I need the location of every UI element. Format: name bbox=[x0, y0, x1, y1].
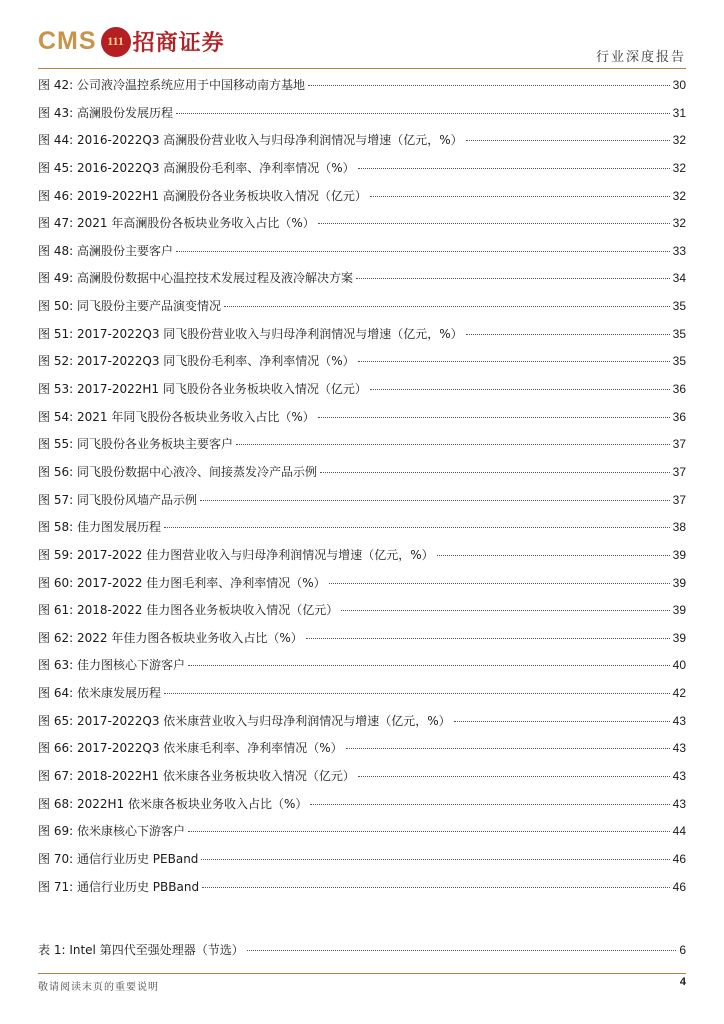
toc-entry-label: 图 50: bbox=[38, 299, 74, 314]
toc-entry-title: 通信行业历史 PEBand bbox=[76, 851, 199, 866]
toc-entry[interactable] bbox=[38, 404, 686, 432]
toc-entry[interactable] bbox=[38, 210, 686, 238]
document-type: 行业深度报告 bbox=[595, 50, 686, 65]
toc-entry-page: 35 bbox=[672, 326, 686, 341]
toc-entry-title: 高澜股份发展历程 bbox=[76, 105, 173, 120]
toc-entry-label: 图 49: bbox=[38, 271, 74, 286]
toc-entry-page: 46 bbox=[672, 879, 686, 894]
toc-entry-title: 2022 年佳力图各板块业务收入占比（%） bbox=[76, 630, 303, 645]
toc-entry-label: 图 46: bbox=[38, 188, 74, 203]
toc-entry-title: 2018-2022H1 依米康各业务板块收入情况（亿元） bbox=[76, 769, 355, 784]
toc-entry-label: 图 55: bbox=[38, 437, 74, 452]
toc-entry[interactable] bbox=[38, 100, 686, 128]
toc-entry-page: 43 bbox=[672, 713, 686, 728]
toc-entry-label: 图 62: bbox=[38, 630, 74, 645]
toc-entry-page: 36 bbox=[672, 382, 686, 397]
toc-entry-page: 32 bbox=[672, 188, 686, 203]
dot-leader bbox=[188, 665, 670, 666]
toc-entry[interactable] bbox=[38, 459, 686, 487]
toc-entry-title: 同飞股份主要产品演变情况 bbox=[76, 299, 221, 314]
toc-entry[interactable] bbox=[38, 791, 686, 819]
toc-entry-label: 图 54: bbox=[38, 409, 74, 424]
dot-leader bbox=[454, 721, 670, 722]
dot-leader bbox=[358, 361, 670, 362]
toc-entry-page: 40 bbox=[672, 658, 686, 673]
toc-entry-title: 通信行业历史 PBBand bbox=[76, 879, 200, 894]
toc-entry[interactable] bbox=[38, 321, 686, 349]
toc-entry-title: 2017-2022Q3 依米康营业收入与归母净利润情况与增速（亿元，%） bbox=[76, 713, 451, 728]
page-number: 4 bbox=[679, 976, 686, 988]
page-header bbox=[0, 0, 724, 72]
toc-entry-title: 2021 年高澜股份各板块业务收入占比（%） bbox=[76, 216, 315, 231]
toc-entry-page: 38 bbox=[672, 520, 686, 535]
toc-entry-page: 34 bbox=[672, 271, 686, 286]
toc-entry-title: 2019-2022H1 高澜股份各业务板块收入情况（亿元） bbox=[76, 188, 367, 203]
dot-leader bbox=[466, 334, 670, 335]
toc-entry-page: 32 bbox=[672, 216, 686, 231]
footer-disclaimer: 敬请阅读末页的重要说明 bbox=[38, 982, 159, 993]
toc-entry-label: 图 63: bbox=[38, 658, 74, 673]
toc-entry[interactable] bbox=[38, 514, 686, 542]
toc-entry-page: 44 bbox=[672, 824, 686, 839]
toc-entry-label: 图 67: bbox=[38, 769, 74, 784]
dot-leader bbox=[370, 196, 670, 197]
toc-entry-label: 图 42: bbox=[38, 78, 74, 92]
dot-leader bbox=[200, 500, 670, 501]
dot-leader bbox=[358, 168, 670, 169]
toc-entry-title: 同飞股份各业务板块主要客户 bbox=[76, 437, 233, 452]
toc-entry[interactable] bbox=[38, 431, 686, 459]
dot-leader bbox=[164, 693, 670, 694]
figure-list bbox=[38, 72, 686, 901]
toc-entry-label: 图 44: bbox=[38, 133, 74, 148]
footer-divider bbox=[38, 973, 686, 974]
toc-entry-page: 36 bbox=[672, 409, 686, 424]
toc-entry-title: 高澜股份主要客户 bbox=[76, 243, 173, 258]
toc-entry[interactable] bbox=[38, 625, 686, 653]
toc-entry-page: 39 bbox=[672, 603, 686, 618]
toc-entry-label: 图 64: bbox=[38, 686, 74, 701]
dot-leader bbox=[356, 278, 670, 279]
toc-entry-title: Intel 第四代至强处理器（节选） bbox=[69, 943, 244, 957]
toc-entry[interactable] bbox=[38, 542, 686, 570]
toc-entry[interactable] bbox=[38, 127, 686, 155]
toc-entry-title: 佳力图核心下游客户 bbox=[76, 658, 185, 673]
toc-entry-page: 39 bbox=[672, 575, 686, 590]
toc-entry[interactable] bbox=[38, 183, 686, 211]
toc-entry-label: 图 66: bbox=[38, 741, 74, 756]
header-divider bbox=[38, 68, 686, 69]
toc-entry-title: 2017-2022Q3 依米康毛利率、净利率情况（%） bbox=[76, 741, 343, 756]
toc-entry-title: 2018-2022 佳力图各业务板块收入情况（亿元） bbox=[76, 603, 339, 618]
dot-leader bbox=[318, 223, 670, 224]
toc-entry-page: 39 bbox=[672, 547, 686, 562]
toc-entry-title: 公司液冷温控系统应用于中国移动南方基地 bbox=[76, 78, 305, 92]
table-list bbox=[38, 937, 686, 965]
toc-entry[interactable] bbox=[38, 155, 686, 183]
toc-entry-page: 32 bbox=[672, 160, 686, 175]
toc-entry-label: 图 69: bbox=[38, 824, 74, 839]
toc-entry-title: 依米康发展历程 bbox=[76, 686, 161, 701]
toc-entry[interactable] bbox=[38, 348, 686, 376]
toc-entry-page: 43 bbox=[672, 796, 686, 811]
toc-entry[interactable] bbox=[38, 265, 686, 293]
toc-entry-title: 2022H1 依米康各板块业务收入占比（%） bbox=[76, 796, 308, 811]
toc-entry-label: 图 45: bbox=[38, 160, 74, 175]
toc-entry-label: 图 56: bbox=[38, 464, 74, 479]
toc-entry-page: 43 bbox=[672, 769, 686, 784]
toc-entry-title: 高澜股份数据中心温控技术发展过程及液冷解决方案 bbox=[76, 271, 353, 286]
toc-entry-label: 图 60: bbox=[38, 575, 74, 590]
dot-leader bbox=[358, 776, 670, 777]
toc-entry-page: 31 bbox=[672, 105, 686, 120]
dot-leader bbox=[320, 472, 670, 473]
toc-entry-page: 37 bbox=[672, 492, 686, 507]
toc-entry-title: 2017-2022 佳力图毛利率、净利率情况（%） bbox=[76, 575, 326, 590]
toc-entry-label: 图 61: bbox=[38, 603, 74, 618]
dot-leader bbox=[201, 859, 669, 860]
dot-leader bbox=[188, 831, 670, 832]
dot-leader bbox=[437, 555, 670, 556]
toc-entry-label: 图 57: bbox=[38, 492, 74, 507]
toc-entry-label: 图 70: bbox=[38, 851, 74, 866]
toc-entry-title: 2017-2022 佳力图营业收入与归母净利润情况与增速（亿元，%） bbox=[76, 547, 434, 562]
dot-leader bbox=[306, 638, 670, 639]
toc-entry[interactable] bbox=[38, 570, 686, 598]
dot-leader bbox=[310, 804, 669, 805]
cms-logo bbox=[38, 26, 225, 57]
toc-entry-title: 2016-2022Q3 高澜股份营业收入与归母净利润情况与增速（亿元，%） bbox=[76, 133, 463, 148]
toc-entry-page: 39 bbox=[672, 630, 686, 645]
dot-leader bbox=[466, 140, 670, 141]
toc-entry-label: 图 59: bbox=[38, 547, 74, 562]
toc-entry[interactable] bbox=[38, 818, 686, 846]
toc-entry-label: 图 65: bbox=[38, 713, 74, 728]
toc-entry[interactable] bbox=[38, 708, 686, 736]
toc-entry-title: 2017-2022Q3 同飞股份营业收入与归母净利润情况与增速（亿元，%） bbox=[76, 326, 463, 341]
logo-chinese-text: 招商证券 bbox=[132, 31, 225, 56]
toc-entry-page: 46 bbox=[672, 851, 686, 866]
toc-entry-page: 35 bbox=[672, 299, 686, 314]
toc-entry[interactable] bbox=[38, 376, 686, 404]
toc-entry-label: 表 1: bbox=[38, 943, 66, 957]
toc-entry-page: 42 bbox=[672, 686, 686, 701]
toc-entry-title: 同飞股份数据中心液冷、间接蒸发冷产品示例 bbox=[76, 464, 317, 479]
toc-entry[interactable] bbox=[38, 72, 686, 100]
toc-entry-title: 2021 年同飞股份各板块业务收入占比（%） bbox=[76, 409, 315, 424]
toc-entry[interactable] bbox=[38, 597, 686, 625]
toc-entry-label: 图 52: bbox=[38, 354, 74, 369]
toc-entry[interactable] bbox=[38, 293, 686, 321]
dot-leader bbox=[247, 950, 677, 951]
logo-emblem-text: 111 bbox=[107, 34, 124, 48]
toc-entry[interactable] bbox=[38, 874, 686, 902]
logo-emblem-icon bbox=[101, 27, 131, 57]
toc-entry[interactable] bbox=[38, 680, 686, 708]
toc-entry-page: 33 bbox=[672, 243, 686, 258]
toc-entry-label: 图 43: bbox=[38, 105, 74, 120]
dot-leader bbox=[236, 444, 670, 445]
dot-leader bbox=[329, 583, 670, 584]
toc-entry-page: 43 bbox=[672, 741, 686, 756]
dot-leader bbox=[164, 527, 670, 528]
dot-leader bbox=[176, 251, 670, 252]
toc-entry-label: 图 47: bbox=[38, 216, 74, 231]
dot-leader bbox=[341, 610, 669, 611]
toc-entry-page: 37 bbox=[672, 437, 686, 452]
dot-leader bbox=[346, 748, 670, 749]
toc-entry-title: 2017-2022Q3 同飞股份毛利率、净利率情况（%） bbox=[76, 354, 355, 369]
toc-entry-page: 37 bbox=[672, 464, 686, 479]
toc-entry-label: 图 68: bbox=[38, 796, 74, 811]
toc-entry[interactable] bbox=[38, 763, 686, 791]
dot-leader bbox=[176, 113, 670, 114]
toc-entry-title: 佳力图发展历程 bbox=[76, 520, 161, 535]
toc-entry-page: 30 bbox=[672, 78, 686, 92]
dot-leader bbox=[308, 85, 670, 86]
toc-entry-title: 同飞股份风墙产品示例 bbox=[76, 492, 197, 507]
toc-entry[interactable] bbox=[38, 937, 686, 965]
dot-leader bbox=[318, 417, 670, 418]
logo-latin-text: CMS bbox=[38, 27, 97, 55]
toc-entry-title: 依米康核心下游客户 bbox=[76, 824, 185, 839]
toc-entry[interactable] bbox=[38, 487, 686, 515]
dot-leader bbox=[370, 389, 670, 390]
toc-entry-page: 35 bbox=[672, 354, 686, 369]
toc-entry-page: 32 bbox=[672, 133, 686, 148]
dot-leader bbox=[202, 887, 670, 888]
toc-entry-title: 2016-2022Q3 高澜股份毛利率、净利率情况（%） bbox=[76, 160, 355, 175]
toc-entry[interactable] bbox=[38, 652, 686, 680]
toc-entry-label: 图 51: bbox=[38, 326, 74, 341]
toc-entry-label: 图 58: bbox=[38, 520, 74, 535]
toc-entry-label: 图 71: bbox=[38, 879, 74, 894]
toc-entry[interactable] bbox=[38, 238, 686, 266]
toc-entry-label: 图 48: bbox=[38, 243, 74, 258]
toc-entry-label: 图 53: bbox=[38, 382, 74, 397]
toc-entry-page: 6 bbox=[679, 943, 686, 957]
toc-entry[interactable] bbox=[38, 846, 686, 874]
dot-leader bbox=[224, 306, 670, 307]
toc-entry[interactable] bbox=[38, 735, 686, 763]
toc-entry-title: 2017-2022H1 同飞股份各业务板块收入情况（亿元） bbox=[76, 382, 367, 397]
